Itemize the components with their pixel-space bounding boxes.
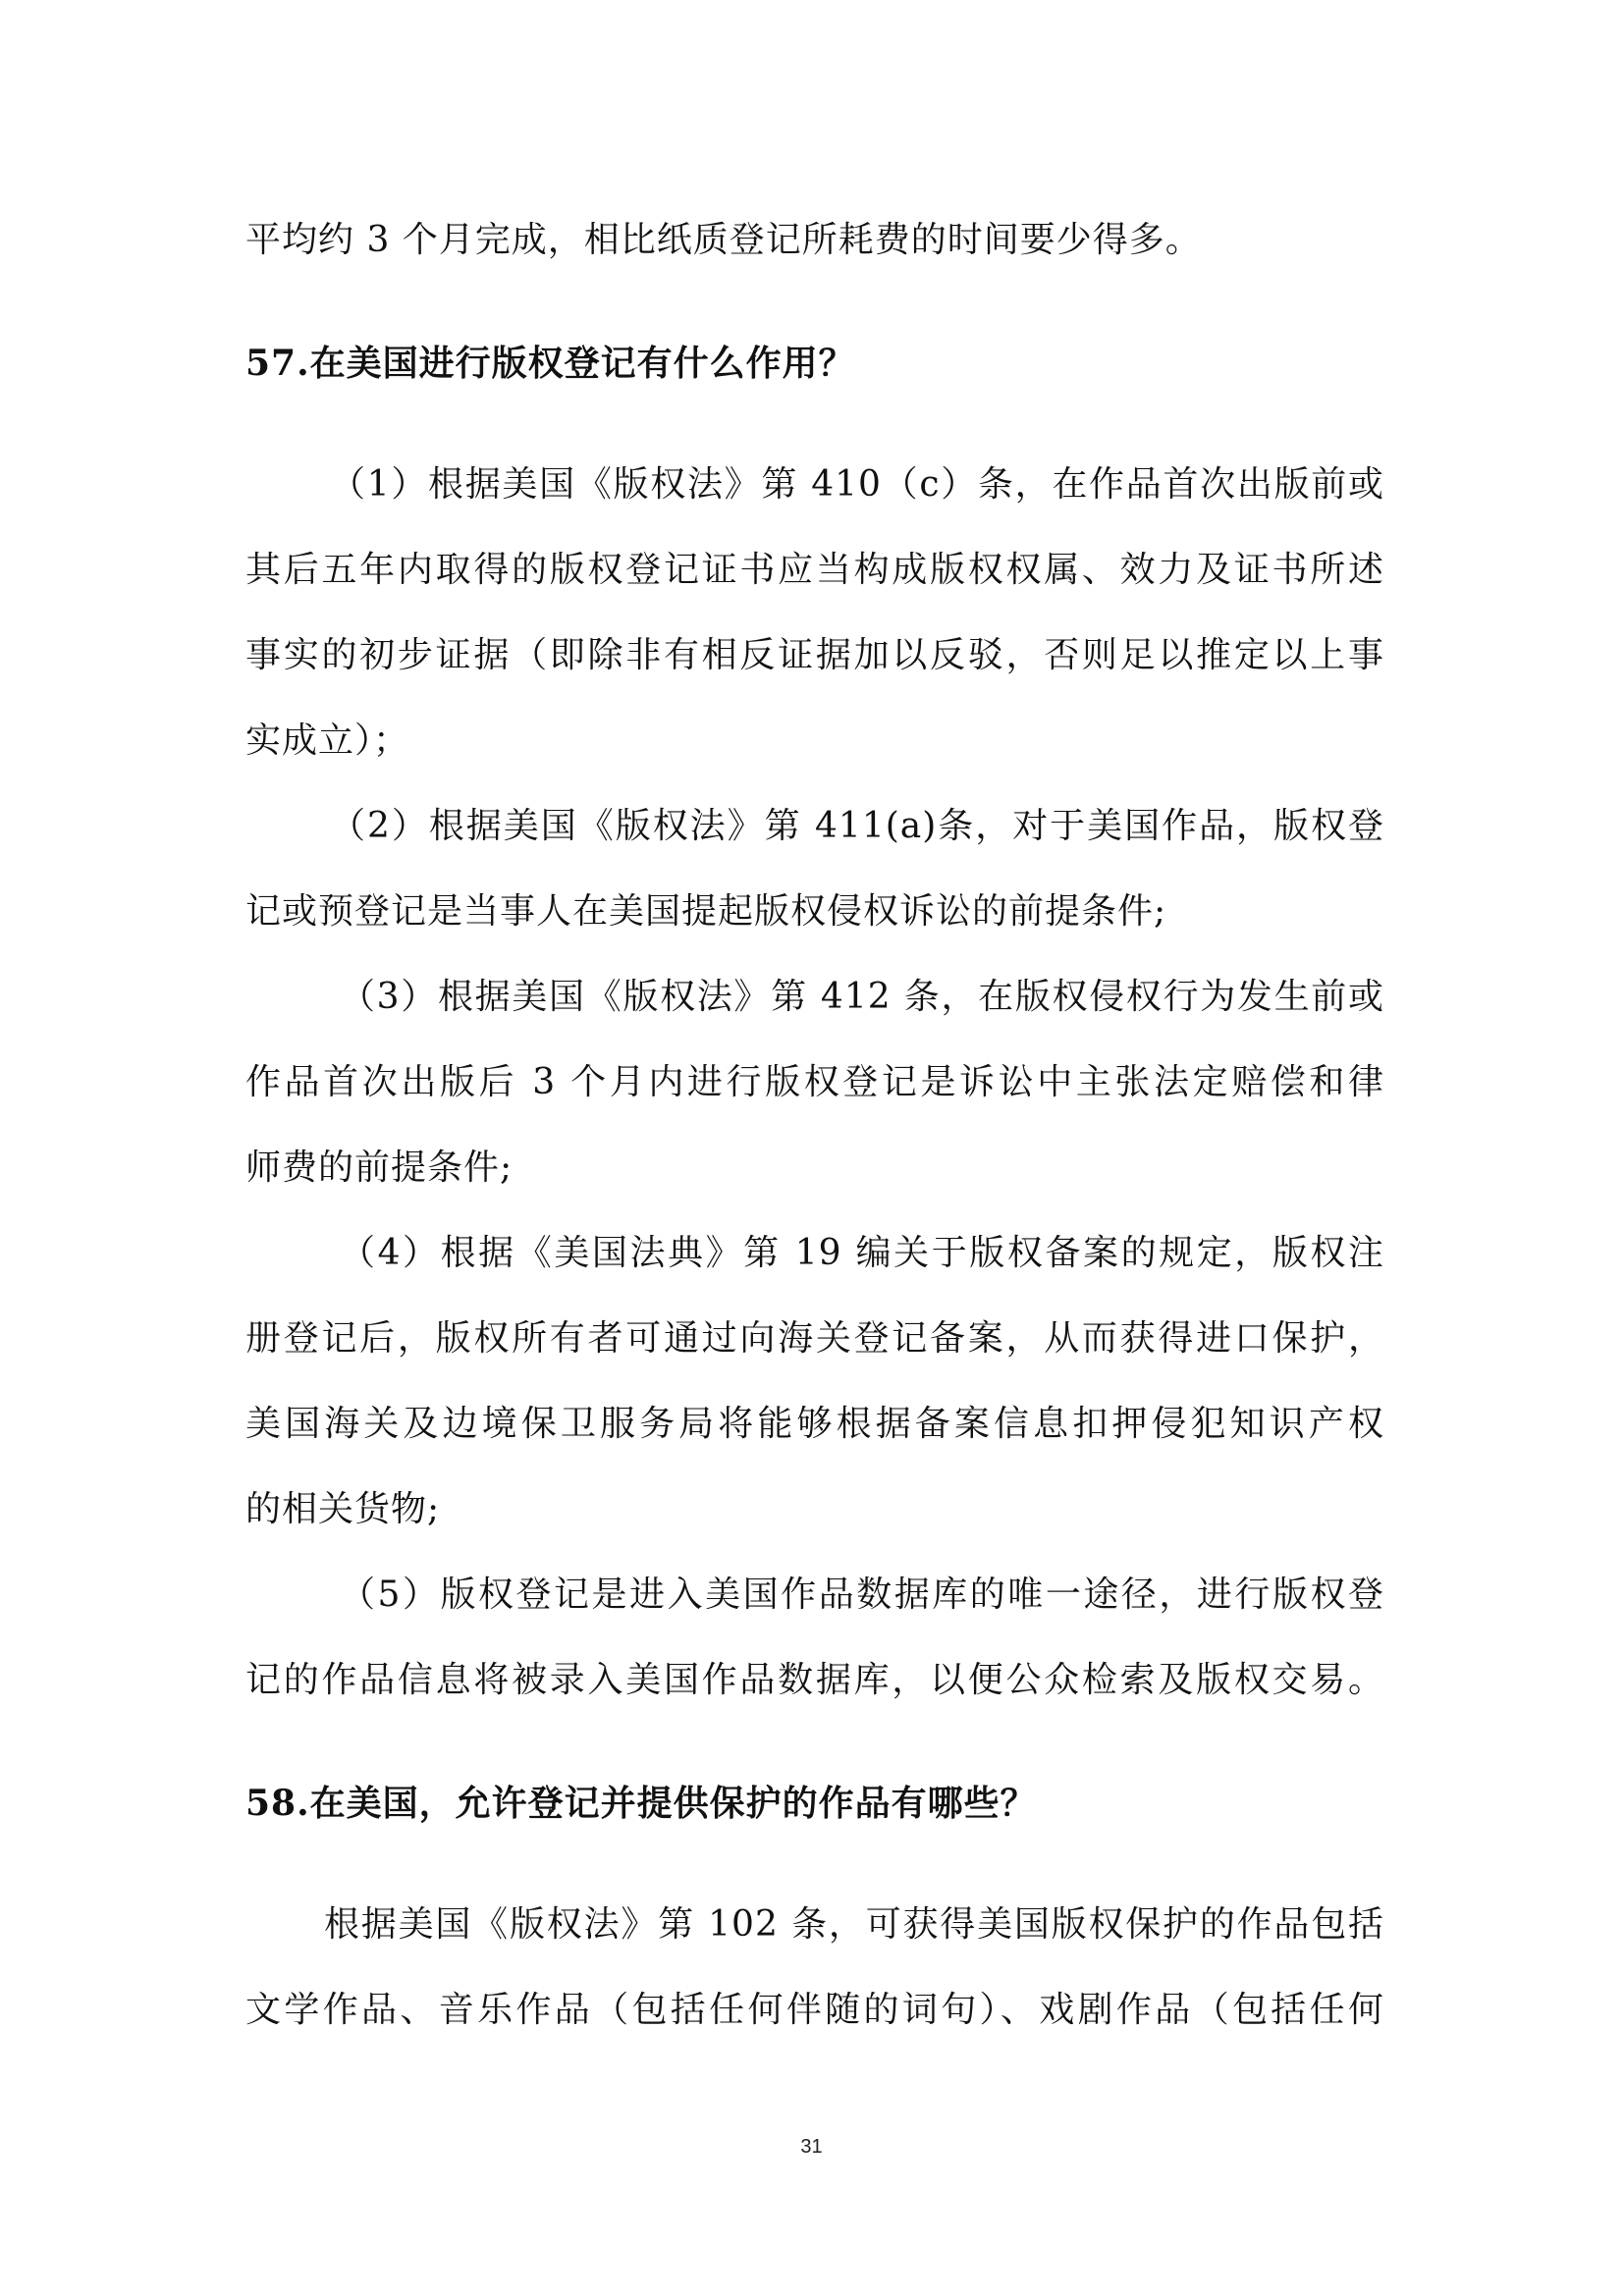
paragraph-line: （1）根据美国《版权法》第 410（c）条，在作品首次出版前或 — [330, 464, 1384, 505]
paragraph-line: 记或预登记是当事人在美国提起版权侵权诉讼的前提条件; — [245, 891, 1167, 932]
paragraph-line: 记的作品信息将被录入美国作品数据库，以便公众检索及版权交易。 — [245, 1660, 1384, 1700]
paragraph-line: （5）版权登记是进入美国作品数据库的唯一途径，进行版权登 — [340, 1575, 1384, 1615]
paragraph-line: （3）根据美国《版权法》第 412 条，在版权侵权行为发生前或 — [340, 977, 1384, 1017]
paragraph-line: 师费的前提条件; — [245, 1148, 514, 1188]
paragraph-line: （2）根据美国《版权法》第 411(a)条，对于美国作品，版权登 — [330, 806, 1384, 846]
question-58-heading: 58.在美国，允许登记并提供保护的作品有哪些？ — [245, 1783, 1037, 1824]
paragraph-line: （4）根据《美国法典》第 19 编关于版权备案的规定，版权注 — [340, 1233, 1384, 1273]
paragraph-line: 根据美国《版权法》第 102 条，可获得美国版权保护的作品包括 — [324, 1904, 1384, 1945]
paragraph-line: 的相关货物; — [245, 1489, 441, 1529]
paragraph-line: 册登记后，版权所有者可通过向海关登记备案，从而获得进口保护， — [245, 1318, 1384, 1359]
paragraph-line: 其后五年内取得的版权登记证书应当构成版权权属、效力及证书所述 — [245, 550, 1384, 590]
paragraph-line: 文学作品、音乐作品（包括任何伴随的词句）、戏剧作品（包括任何 — [245, 1990, 1384, 2030]
page-number: 31 — [800, 2136, 823, 2158]
continuation-line: 平均约 3 个月完成，相比纸质登记所耗费的时间要少得多。 — [245, 220, 1202, 260]
question-57-heading: 57.在美国进行版权登记有什么作用？ — [245, 343, 855, 384]
paragraph-line: 美国海关及边境保卫服务局将能够根据备案信息扣押侵犯知识产权 — [245, 1404, 1384, 1444]
paragraph-line: 事实的初步证据（即除非有相反证据加以反驳，否则足以推定以上事 — [245, 635, 1384, 675]
paragraph-line: 实成立）； — [245, 721, 410, 761]
paragraph-line: 作品首次出版后 3 个月内进行版权登记是诉讼中主张法定赔偿和律 — [245, 1062, 1384, 1102]
